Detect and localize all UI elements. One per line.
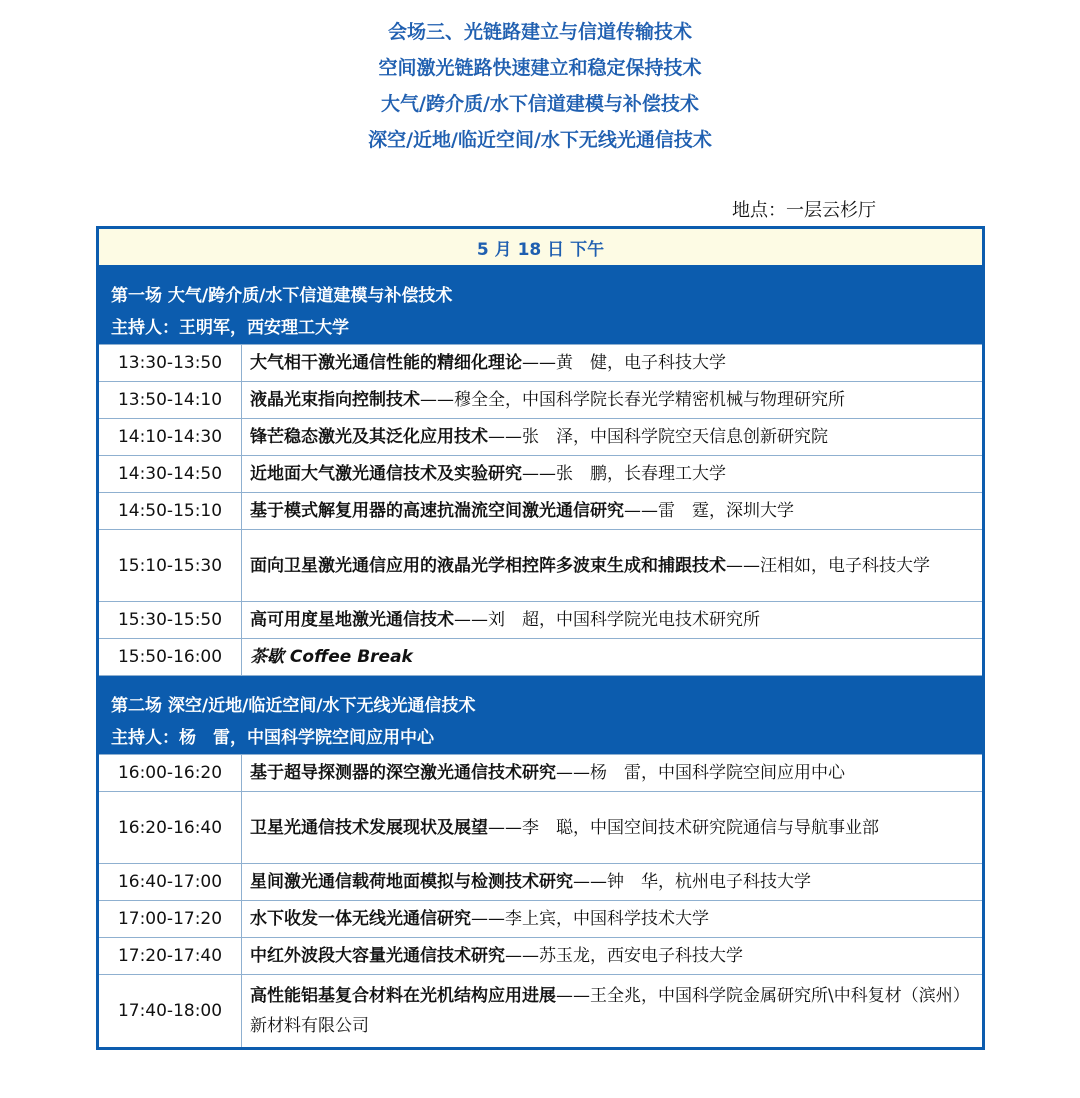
session-title: 第一场 大气/跨介质/水下信道建模与补偿技术 — [98, 266, 984, 307]
title-line: 深空/近地/临近空间/水下无线光通信技术 — [368, 129, 712, 151]
talk-content — [242, 419, 984, 456]
talk-content — [242, 975, 984, 1049]
talk-row — [98, 938, 984, 975]
talk-title: 面向卫星激光通信应用的液晶光学相控阵多波束生成和捕跟技术 — [250, 555, 726, 576]
talk-content — [242, 382, 984, 419]
talk-title: 高可用度星地激光通信技术 — [250, 610, 454, 630]
talk-content — [242, 345, 984, 382]
session-host: 主持人：杨 雷，中国科学院空间应用中心 — [98, 716, 984, 755]
talk-row — [98, 639, 984, 676]
talk-row — [98, 602, 984, 639]
talk-row — [98, 345, 984, 382]
talk-row — [98, 755, 984, 792]
title-line: 空间激光链路快速建立和稳定保持技术 — [378, 57, 702, 79]
talk-time: 16:20-16:40 — [98, 792, 242, 864]
talk-row — [98, 456, 984, 493]
talk-speaker: ——刘 超，中国科学院光电技术研究所 — [454, 610, 760, 630]
talk-time: 14:50-15:10 — [98, 493, 242, 530]
talk-row — [98, 975, 984, 1049]
talk-title: 基于模式解复用器的高速抗湍流空间激光通信研究 — [250, 501, 624, 521]
talk-speaker: ——王全兆，中国科学院金属研究所\中科复材（滨州）新材料有限公司 — [250, 986, 970, 1036]
talk-row — [98, 792, 984, 864]
date-row — [98, 228, 984, 266]
talk-speaker: ——汪相如，电子科技大学 — [726, 555, 930, 576]
title-line: 会场三、光链路建立与信道传输技术 — [387, 21, 692, 43]
talk-title: 水下收发一体无线光通信研究 — [250, 909, 471, 929]
talk-time: 13:30-13:50 — [98, 345, 242, 382]
talk-content — [242, 938, 984, 975]
talk-content — [242, 493, 984, 530]
talk-speaker: ——苏玉龙，西安电子科技大学 — [505, 946, 743, 966]
talk-speaker: ——雷 霆，深圳大学 — [624, 501, 794, 521]
talk-row — [98, 530, 984, 602]
talk-time: 16:00-16:20 — [98, 755, 242, 792]
talk-title: 中红外波段大容量光通信技术研究 — [250, 946, 505, 966]
talk-time: 14:30-14:50 — [98, 456, 242, 493]
talk-speaker: ——穆全全，中国科学院长春光学精密机械与物理研究所 — [420, 390, 845, 410]
talk-content — [242, 755, 984, 792]
session-title: 第二场 深空/近地/临近空间/水下无线光通信技术 — [98, 676, 984, 717]
talk-speaker: ——张 泽，中国科学院空天信息创新研究院 — [488, 427, 828, 447]
talk-title: 大气相干激光通信性能的精细化理论 — [250, 353, 522, 373]
talk-row — [98, 493, 984, 530]
session-host: 主持人：王明军，西安理工大学 — [98, 306, 984, 345]
talk-row — [98, 864, 984, 901]
talk-time: 17:40-18:00 — [98, 975, 242, 1049]
talk-time: 14:10-14:30 — [98, 419, 242, 456]
session-host-row — [98, 716, 984, 755]
talk-speaker: ——李 聪，中国空间技术研究院通信与导航事业部 — [488, 817, 879, 838]
session-header — [98, 266, 984, 307]
talk-content — [242, 792, 984, 864]
date: 5 月 18 日 下午 — [98, 228, 984, 266]
talk-speaker: ——张 鹏，长春理工大学 — [522, 464, 726, 484]
talk-content — [242, 602, 984, 639]
talk-time: 15:50-16:00 — [98, 639, 242, 676]
talk-content — [242, 530, 984, 602]
talk-time: 17:00-17:20 — [98, 901, 242, 938]
talk-title: 高性能铝基复合材料在光机结构应用进展 — [250, 986, 556, 1006]
talk-content — [242, 639, 984, 676]
talk-title: 近地面大气激光通信技术及实验研究 — [250, 464, 522, 484]
title-line: 大气/跨介质/水下信道建模与补偿技术 — [381, 93, 699, 115]
session-header — [98, 676, 984, 717]
talk-content — [242, 901, 984, 938]
talk-title: 星间激光通信载荷地面模拟与检测技术研究 — [250, 872, 573, 892]
talk-time: 17:20-17:40 — [98, 938, 242, 975]
talk-content — [242, 864, 984, 901]
talk-time: 16:40-17:00 — [98, 864, 242, 901]
talk-time: 15:30-15:50 — [98, 602, 242, 639]
talk-content — [242, 456, 984, 493]
page-titles — [0, 14, 1080, 158]
talk-speaker: ——黄 健，电子科技大学 — [522, 353, 726, 373]
talk-row — [98, 382, 984, 419]
talk-speaker: ——钟 华，杭州电子科技大学 — [573, 872, 811, 892]
talk-row — [98, 419, 984, 456]
talk-row — [98, 901, 984, 938]
location: 地点：一层云杉厅 — [732, 200, 876, 221]
talk-speaker: ——李上宾，中国科学技术大学 — [471, 909, 709, 929]
talk-title: 锋芒稳态激光及其泛化应用技术 — [250, 427, 488, 447]
session-host-row — [98, 306, 984, 345]
talk-title: 基于超导探测器的深空激光通信技术研究 — [250, 763, 556, 783]
talk-speaker: ——杨 雷，中国科学院空间应用中心 — [556, 763, 845, 783]
talk-time: 15:10-15:30 — [98, 530, 242, 602]
talk-title: 卫星光通信技术发展现状及展望 — [250, 817, 488, 838]
talk-title: 茶歇 Coffee Break — [250, 647, 413, 667]
talk-time: 13:50-14:10 — [98, 382, 242, 419]
schedule-table — [96, 226, 985, 1050]
talk-title: 液晶光束指向控制技术 — [250, 390, 420, 410]
